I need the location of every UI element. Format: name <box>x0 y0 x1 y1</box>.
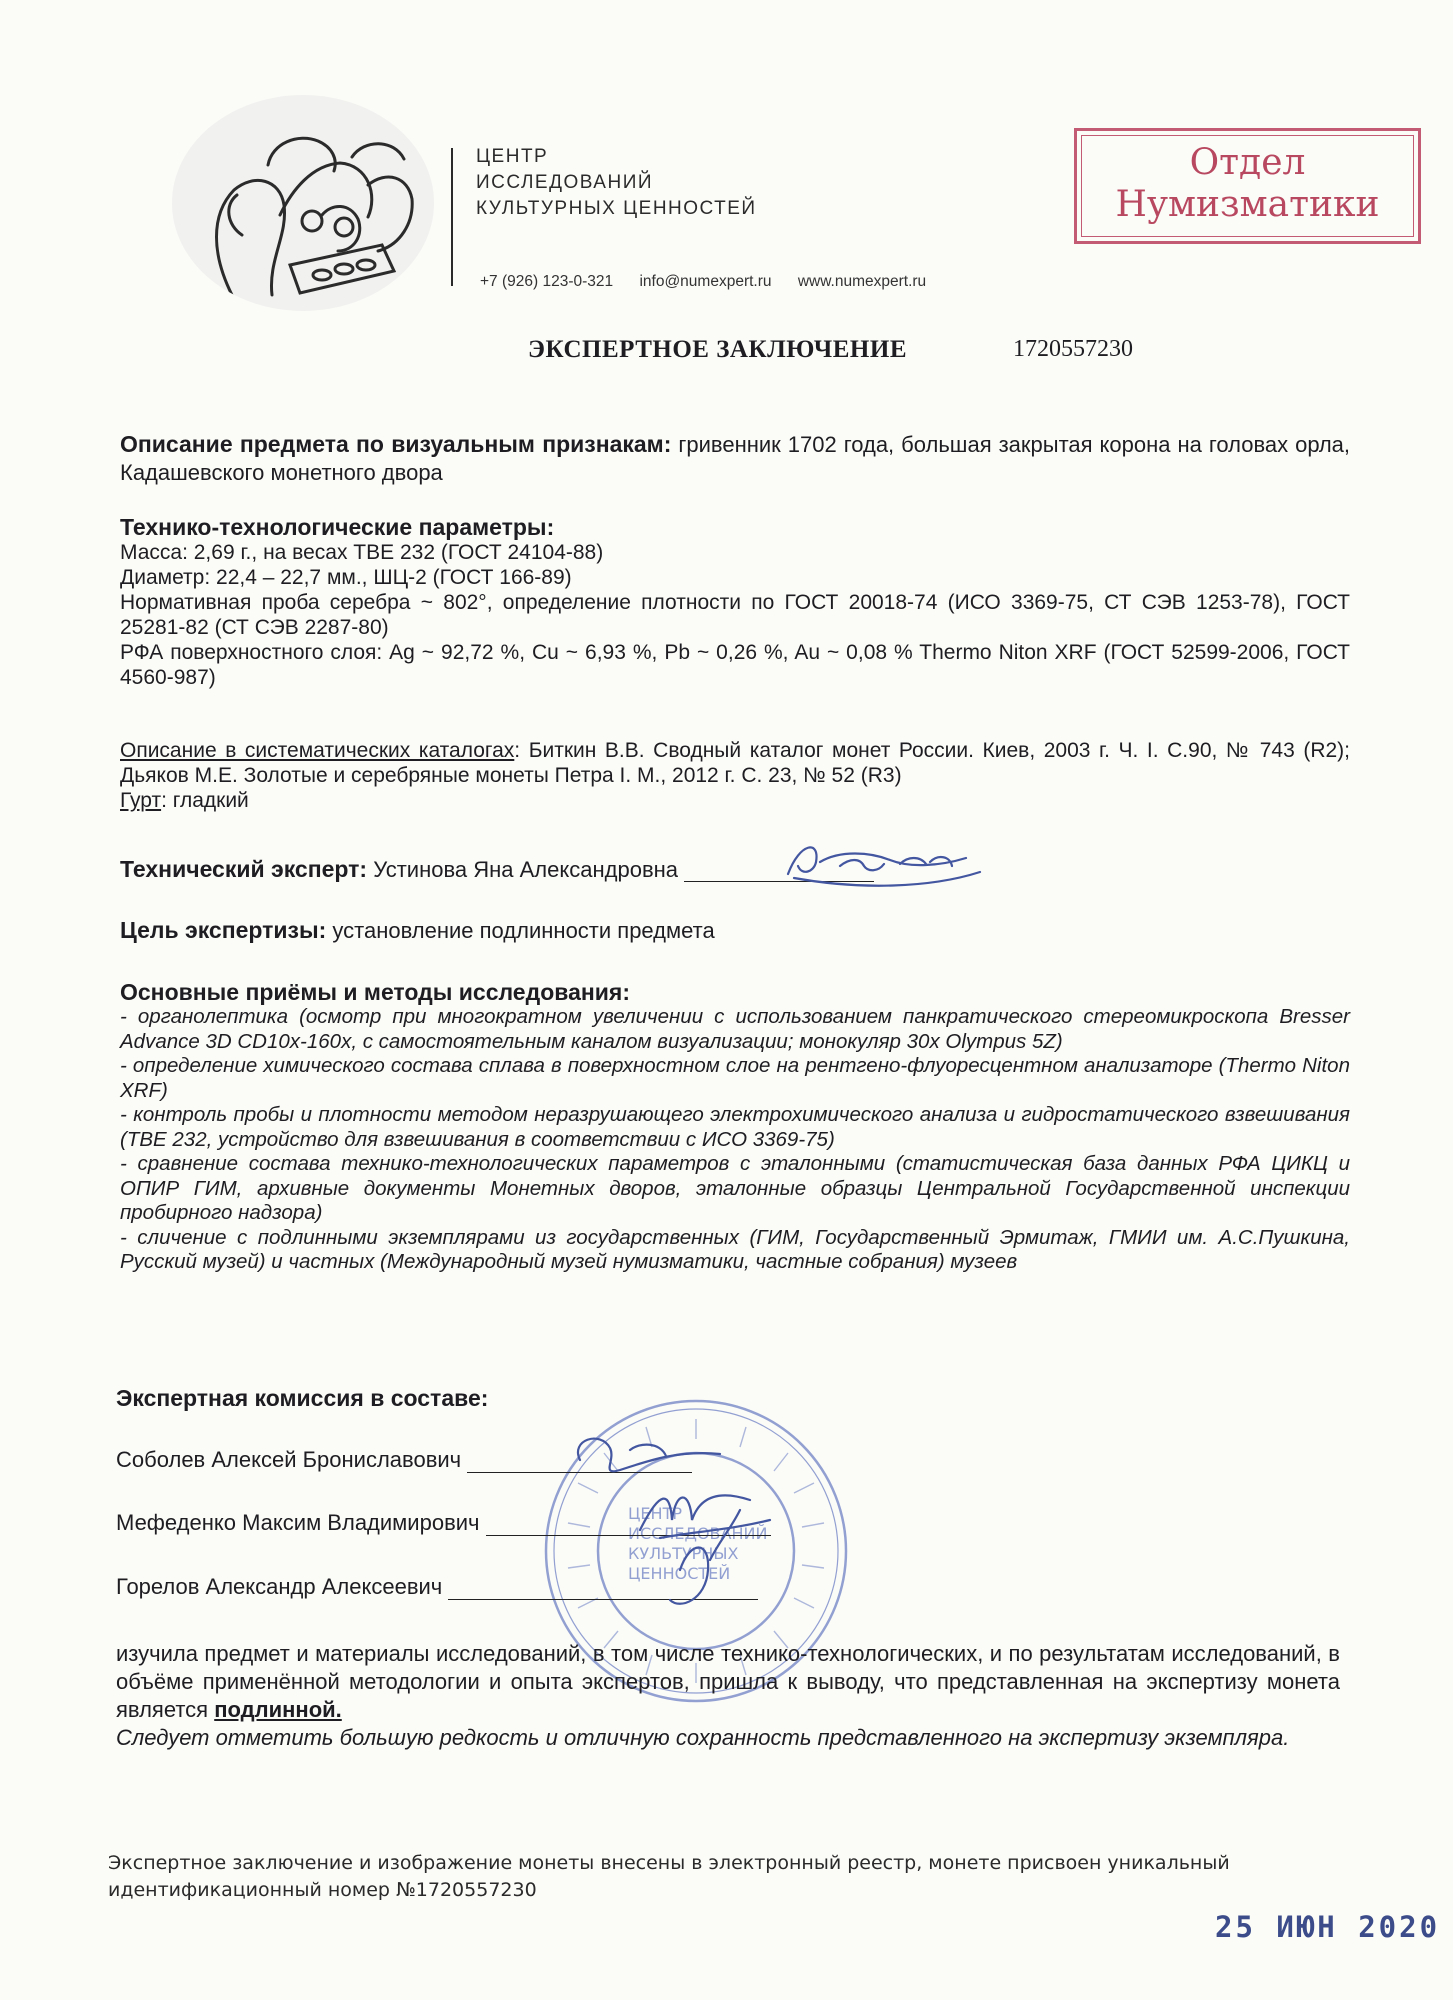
footer-note: Экспертное заключение и изображение монеты внесены в электронный реестр, монете присвоен уникальный идентификационный номер №1720557230 <box>108 1852 1230 1901</box>
website-link[interactable]: www.numexpert.ru <box>797 273 927 290</box>
method-item: - сличение с подлинными экземплярами из государственных (ГИМ, Государственный Эрмитаж, ГМИИ им. А.С.Пушкина, Русский музей) и частных (Международный музей нумизматики, частные собрания) музеев <box>120 1225 1350 1273</box>
purpose-label: Цель экспертизы: <box>120 917 327 943</box>
org-name-line: КУЛЬТУРНЫХ ЦЕННОСТЕЙ <box>476 198 757 219</box>
member-name: Горелов Александр Алексеевич <box>116 1574 449 1599</box>
technical-expert-label: Технический эксперт: <box>120 856 368 882</box>
department-stamp <box>1074 128 1421 244</box>
organization-name <box>476 144 757 222</box>
method-item: - сравнение состава технико-технологических параметров с эталонными (статистическая база данных РФА ЦИКЦ и ОПИР ГИМ, архивные документы Монетных дворов, эталонные образцы Центральной Государственной инспекции пробирного надзора) <box>120 1152 1350 1224</box>
methods <box>120 980 1350 1275</box>
visual-description-text: гривенник 1702 года, большая закрытая корона на головах орла, Кадашевского монетного двора <box>120 432 1351 485</box>
document-title: ЭКСПЕРТНОЕ ЗАКЛЮЧЕНИЕ <box>528 336 907 363</box>
commission-signatures-icon <box>560 1420 820 1620</box>
contacts <box>480 273 948 291</box>
catalogs-text: : Биткин В.В. Сводный каталог монет России. Киев, 2003 г. Ч. I. С.90, № 743 (R2); Дьяков М.Е. Золотые и серебряные монеты Петра I. М., 2012 г. С. 23, № 52 (R3) <box>120 739 1350 787</box>
method-item: - определение химического состава сплава в поверхностном слое на рентгено-флуоресцентном анализаторе (Thermo Niton XRF) <box>120 1054 1350 1102</box>
member-name: Соболев Алексей Брониславович <box>116 1447 468 1472</box>
seal-text: ЦЕНТР <box>628 1504 682 1523</box>
visual-description <box>120 430 1350 487</box>
expert-signature-icon <box>780 832 990 892</box>
conclusion-note: Следует отметить большую редкость и отличную сохранность представленного на экспертизу экземпляра. <box>116 1725 1290 1750</box>
method-item: - органолептика (осмотр при многократном увеличении с использованием панкратического стереомикроскопа Bresser Advance 3D CD10x-160x, с самостоятельным каналом визуализации; монокуляр 30x Olympus 5Z) <box>120 1005 1350 1053</box>
fineness-value: Нормативная проба серебра ~ 802°, определение плотности по ГОСТ 20018-74 (ИСО 3369-75, СТ СЭВ 1253-78), ГОСТ 25281-82 (СТ СЭВ 2287-80) <box>120 591 1350 639</box>
technical-params <box>120 515 1350 690</box>
conclusion <box>116 1640 1340 1752</box>
method-item: - контроль пробы и плотности методом неразрушающего электрохимического анализа и гидростатического взвешивания (ТВЕ 232, устройство для взвешивания в соответствии с ИСО 3369-75) <box>120 1103 1350 1151</box>
member-name: Мефеденко Максим Владимирович <box>116 1510 486 1535</box>
technical-expert-name: Устинова Яна Александровна <box>367 857 685 882</box>
edge-label: Гурт <box>120 789 162 812</box>
date-stamp: 25 ИЮН 2020 <box>1215 1910 1441 1944</box>
mass-value: Масса: 2,69 г., на весах ТВЕ 232 (ГОСТ 24104-88) <box>120 541 604 564</box>
dept-stamp-line: Отдел <box>1189 142 1306 183</box>
methods-heading: Основные приёмы и методы исследования: <box>120 979 630 1005</box>
dept-stamp-line: Нумизматики <box>1115 184 1380 225</box>
seal-text: ИССЛЕДОВАНИЙ <box>628 1524 768 1543</box>
catalogs <box>120 738 1350 813</box>
email-link[interactable]: info@numexpert.ru <box>639 273 772 290</box>
org-name-line: ЦЕНТР <box>476 146 549 167</box>
commission-heading: Экспертная комиссия в составе: <box>116 1385 489 1411</box>
conclusion-text: изучила предмет и материалы исследований, в том числе технико-технологических, и по результатам исследований, в объёме применённой методологии и опыта экспертов, пришла к выводу, что представленная на экспертизу монета является <box>116 1641 1340 1722</box>
purpose <box>120 918 1350 943</box>
org-name-line: ИССЛЕДОВАНИЙ <box>476 172 654 193</box>
technical-params-heading: Технико-технологические параметры: <box>120 514 555 540</box>
xrf-value: РФА поверхностного слоя: Ag ~ 92,72 %, Cu ~ 6,93 %, Pb ~ 0,26 %, Au ~ 0,08 % Thermo Niton XRF (ГОСТ 52599-2006, ГОСТ 4560-987) <box>120 641 1350 689</box>
phone: +7 (926) 123-0-321 <box>480 273 614 290</box>
seal-text: КУЛЬТУРНЫХ <box>628 1544 739 1563</box>
catalogs-label: Описание в систематических каталогах <box>120 739 515 762</box>
visual-description-label: Описание предмета по визуальным признакам: <box>120 431 672 457</box>
appraisers-logo-icon <box>172 95 434 311</box>
header-divider <box>451 148 453 286</box>
edge-text: : гладкий <box>161 789 249 812</box>
conclusion-verdict: подлинной. <box>214 1697 342 1722</box>
diameter-value: Диаметр: 22,4 – 22,7 мм., ШЦ-2 (ГОСТ 166-89) <box>120 566 572 589</box>
purpose-text: установление подлинности предмета <box>326 918 715 943</box>
technical-expert <box>120 857 1350 882</box>
certificate-number: 1720557230 <box>1013 336 1133 362</box>
logo <box>172 95 434 311</box>
seal-text: ЦЕННОСТЕЙ <box>628 1564 731 1583</box>
